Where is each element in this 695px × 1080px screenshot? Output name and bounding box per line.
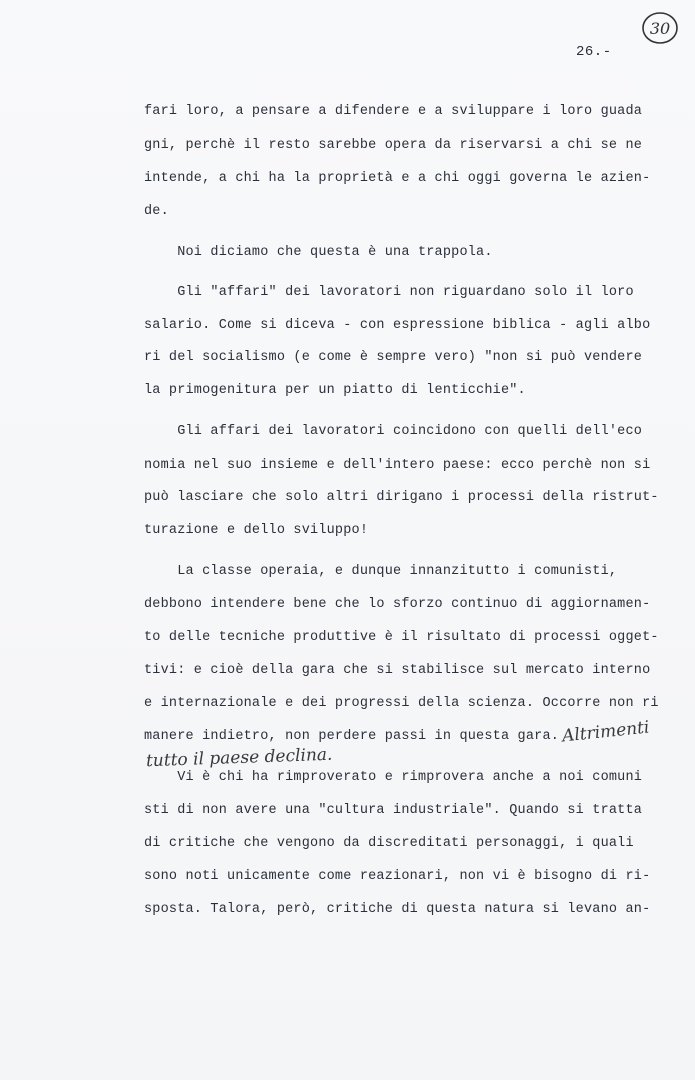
text-line: ri del socialismo (e come è sempre vero) "non si può vendere (144, 350, 643, 365)
handwritten-note: Altrimenti (561, 717, 651, 747)
text-line: di critiche che vengono da discreditati personaggi, i quali (144, 836, 634, 851)
text-line: gni, perchè il resto sarebbe opera da riservarsi a chi se ne (144, 138, 643, 153)
text-line: tivi: e cioè della gara che si stabilisce sul mercato interno (144, 663, 651, 678)
circled-number-text: 30 (649, 19, 671, 38)
text-line: nomia nel suo insieme e dell'intero paese: ecco perchè non si (144, 458, 651, 473)
text-line: manere indietro, non perdere passi in questa gara. (144, 729, 560, 744)
handwritten-note: tutto il paese declina. (145, 744, 333, 772)
text-line: turazione e dello sviluppo! (144, 523, 369, 538)
typed-page-number: 26.- (576, 44, 612, 60)
text-line: Gli affari dei lavoratori coincidono con quelli dell'eco (144, 424, 643, 439)
text-line: de. (144, 204, 169, 219)
text-line: sono noti unicamente come reazionari, non vi è bisogno di ri- (144, 869, 651, 884)
text-line: Vi è chi ha rimproverato e rimprovera anche a noi comuni (144, 770, 643, 785)
text-line: to delle tecniche produttive è il risultato di processi ogget- (144, 630, 659, 645)
text-line: sposta. Talora, però, critiche di questa natura si levano an- (144, 902, 651, 917)
text-line: salario. Come si diceva - con espressione biblica - agli albo (144, 318, 651, 333)
text-line: La classe operaia, e dunque innanzitutto i comunisti, (144, 564, 618, 579)
text-line: e internazionale e dei progressi della scienza. Occorre non ri (144, 696, 659, 711)
text-line: fari loro, a pensare a difendere e a sviluppare i loro guada (144, 104, 643, 119)
circled-page-number (640, 8, 680, 48)
text-line: intende, a chi ha la proprietà e a chi oggi governa le azien- (144, 171, 651, 186)
text-line: la primogenitura per un piatto di lenticchie". (144, 383, 526, 398)
text-line: sti di non avere una "cultura industriale". Quando si tratta (144, 803, 643, 818)
text-line: Gli "affari" dei lavoratori non riguardano solo il loro (144, 285, 634, 300)
text-line: può lasciare che solo altri dirigano i processi della ristrut- (144, 490, 659, 505)
text-line: debbono intendere bene che lo sforzo continuo di aggiornamen- (144, 597, 651, 612)
text-line: Noi diciamo che questa è una trappola. (144, 245, 493, 260)
